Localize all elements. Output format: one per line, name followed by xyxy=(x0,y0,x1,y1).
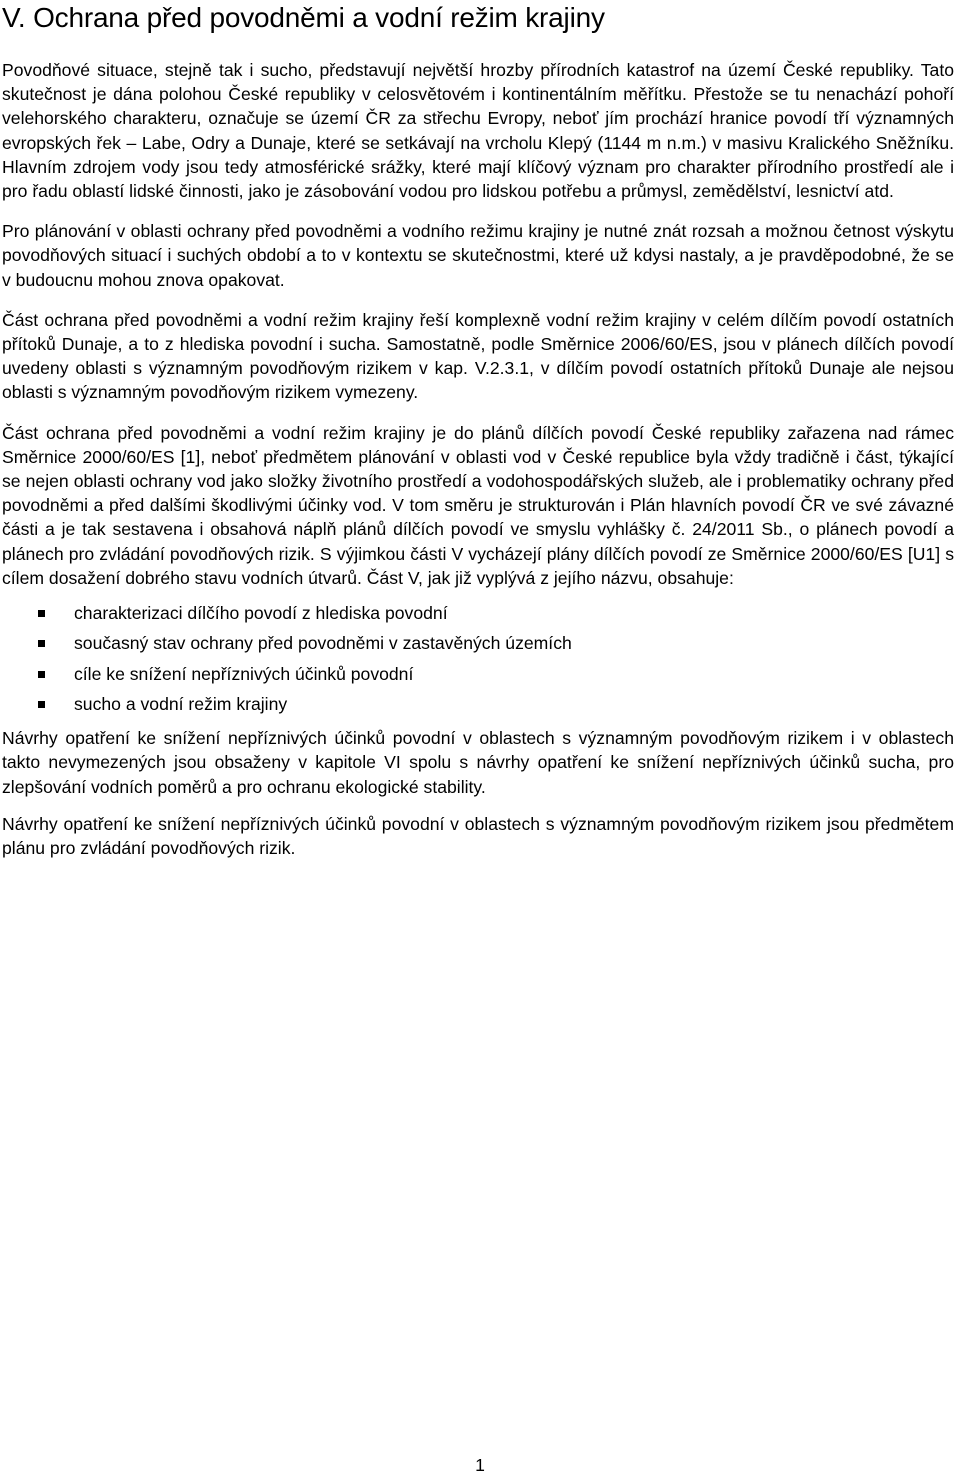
square-bullet-icon xyxy=(38,671,45,678)
page-number: 1 xyxy=(475,1455,485,1475)
square-bullet-icon xyxy=(38,610,45,617)
list-item-text: sucho a vodní režim krajiny xyxy=(74,693,288,714)
square-bullet-icon xyxy=(38,701,45,708)
contents-list xyxy=(2,598,954,719)
paragraph-risk-plan: Návrhy opatření ke snížení nepříznivých účinků povodní v oblastech s významným povodňovým rizikem jsou předmětem plánu pro zvládání povodňových rizik. xyxy=(2,813,954,859)
square-bullet-icon xyxy=(38,640,45,647)
paragraph-directive: Část ochrana před povodněmi a vodní režim krajiny je do plánů dílčích povodí České republiky zařazena nad rámec Směrnice 2000/60/ES [1], neboť předmětem plánování v oblasti vod v České republice byla vždy tradičně i část, týkající se nejen oblasti ochrany vod jako složky životního prostředí a vodohospodářských služeb, ale i problematiky ochrany před povodněmi a před dalšími škodlivými účinky vod. V tom směru je strukturován i Plán hlavních povodí ČR ve své závazné části a je tak sestavena i obsahová náplň plánů dílčích povodí ve smyslu vyhlášky č. 24/2011 Sb., o plánech povodí a plánech pro zvládání povodňových rizik. S výjimkou části V vycházejí plány dílčích povodí ze Směrnice 2000/60/ES [U1] s cílem dosažení dobrého stavu vodních útvarů. Část V, jak již vyplývá z jejího názvu, obsahuje: xyxy=(2,422,954,588)
paragraph-intro: Povodňové situace, stejně tak i sucho, představují největší hrozby přírodních katastrof na území České republiky. Tato skutečnost je dána polohou České republiky v celosvětovém i kontinentálním měřítku. Přestože se tu nenachází pohoří velehorského charakteru, označuje se území ČR za střechu Evropy, neboť jím prochází hranice povodí tří významných evropských řek – Labe, Odry a Dunaje, které se setkávají na vrcholu Klepý (1144 m n.m.) v masivu Kralického Sněžníku. Hlavním zdrojem vody jsou tedy atmosférické srážky, které mají klíčový význam pro charakter přírodního prostředí ale i pro řadu oblastí lidské činnosti, jako je zásobování vodou pro lidskou potřebu a průmysl, zemědělství, lesnictví atd. xyxy=(2,60,954,202)
list-item-text: charakterizaci dílčího povodí z hlediska povodní xyxy=(74,603,448,624)
paragraph-measures: Návrhy opatření ke snížení nepříznivých účinků povodní v oblastech s významným povodňovým rizikem i v oblastech takto nevymezených jsou obsaženy v kapitole VI spolu s návrhy opatření ke snížení nepříznivých účinků sucha, pro zlepšování vodních poměrů a pro ochranu ekologické stability. xyxy=(2,728,954,797)
list-item-text: cíle ke snížení nepříznivých účinků povodní xyxy=(74,663,414,684)
list-item xyxy=(2,628,954,658)
list-item-text: současný stav ochrany před povodněmi v zastavěných územích xyxy=(74,633,572,654)
list-item xyxy=(2,689,954,719)
paragraph-planning: Pro plánování v oblasti ochrany před povodněmi a vodního režimu krajiny je nutné znát rozsah a možnou četnost výskytu povodňových situací i suchých období a to v kontextu se skutečnostmi, které už kdysi nastaly, a je pravděpodobné, že se v budoucnu mohou znova opakovat. xyxy=(2,221,954,290)
list-item xyxy=(2,598,954,628)
section-heading: V. Ochrana před povodněmi a vodní režim krajiny xyxy=(2,2,605,33)
list-item xyxy=(2,659,954,689)
paragraph-scope: Část ochrana před povodněmi a vodní režim krajiny řeší komplexně vodní režim krajiny v celém dílčím povodí ostatních přítoků Dunaje, a to z hlediska povodní i sucha. Samostatně, podle Směrnice 2006/60/ES, jsou v plánech dílčích povodí uvedeny oblasti s významným povodňovým rizikem v kap. V.2.3.1, v dílčím povodí ostatních přítoků Dunaje ale nejsou oblasti s významným povodňovým rizikem vymezeny. xyxy=(2,309,954,403)
